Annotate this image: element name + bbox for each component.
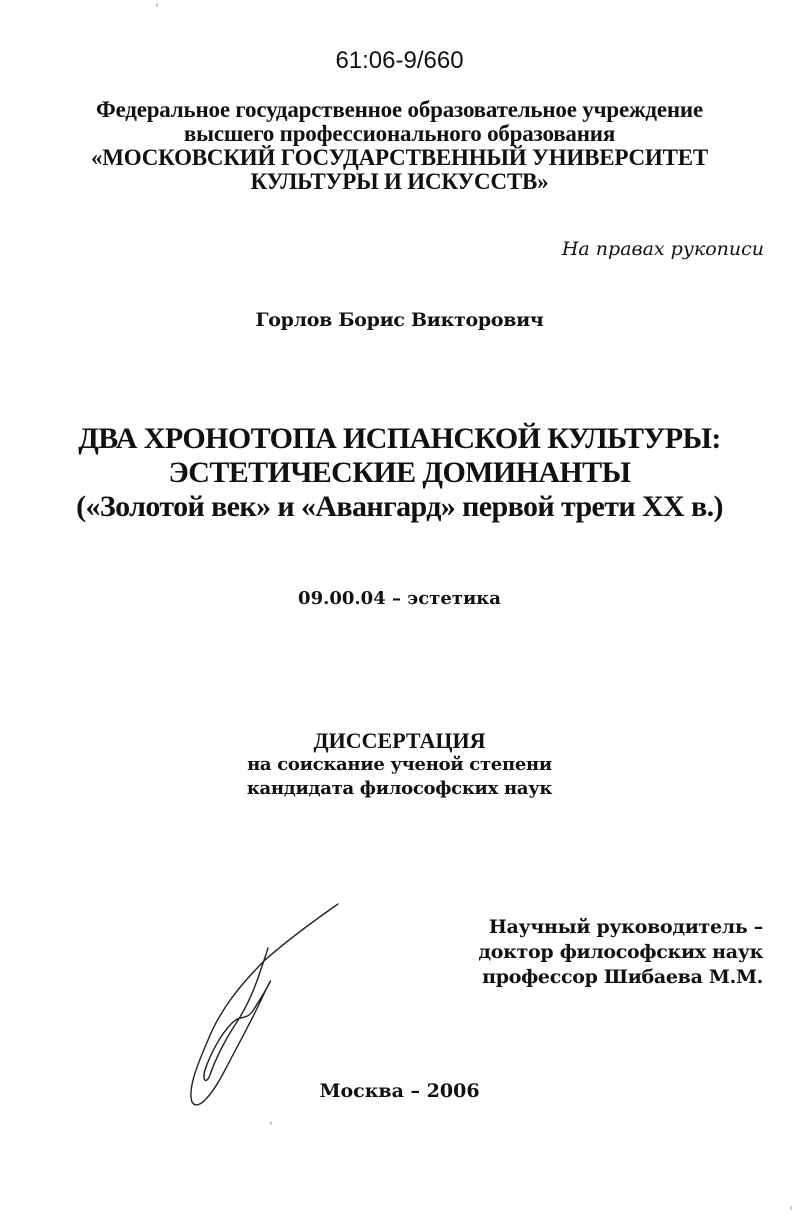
catalog-code: 61:06-9/660 bbox=[335, 47, 464, 74]
title-line: ДВА ХРОНОТОПА ИСПАНСКОЙ КУЛЬТУРЫ: bbox=[78, 422, 721, 455]
city-year: Москва – 2006 bbox=[319, 1080, 480, 1102]
specialty-code: 09.00.04 – эстетика bbox=[298, 588, 501, 609]
supervisor-line: Научный руководитель – bbox=[488, 916, 763, 938]
scan-artifact bbox=[270, 1121, 272, 1125]
degree-line: кандидата философских наук bbox=[246, 778, 553, 799]
scan-artifact bbox=[790, 1206, 792, 1210]
manuscript-rights-note: На правах рукописи bbox=[561, 238, 764, 260]
supervisor-line: профессор Шибаева М.М. bbox=[482, 966, 763, 988]
institution-line: КУЛЬТУРЫ И ИСКУССТВ» bbox=[250, 169, 549, 194]
institution-line: Федеральное государственное образовательное учреждение bbox=[96, 97, 703, 122]
supervisor-line: доктор философских наук bbox=[478, 941, 763, 963]
title-line: («Золотой век» и «Авангард» первой трети ХХ в.) bbox=[76, 490, 723, 523]
institution-line: «МОСКОВСКИЙ ГОСУДАРСТВЕННЫЙ УНИВЕРСИТЕТ bbox=[90, 145, 709, 170]
dissertation-heading: ДИССЕРТАЦИЯ bbox=[313, 728, 486, 753]
degree-line: на соискание ученой степени bbox=[247, 754, 552, 775]
title-line: ЭСТЕТИЧЕСКИЕ ДОМИНАНТЫ bbox=[168, 456, 631, 489]
author-name: Горлов Борис Викторович bbox=[255, 309, 544, 331]
institution-line: высшего профессионального образования bbox=[183, 121, 616, 146]
scan-artifact bbox=[156, 3, 158, 7]
